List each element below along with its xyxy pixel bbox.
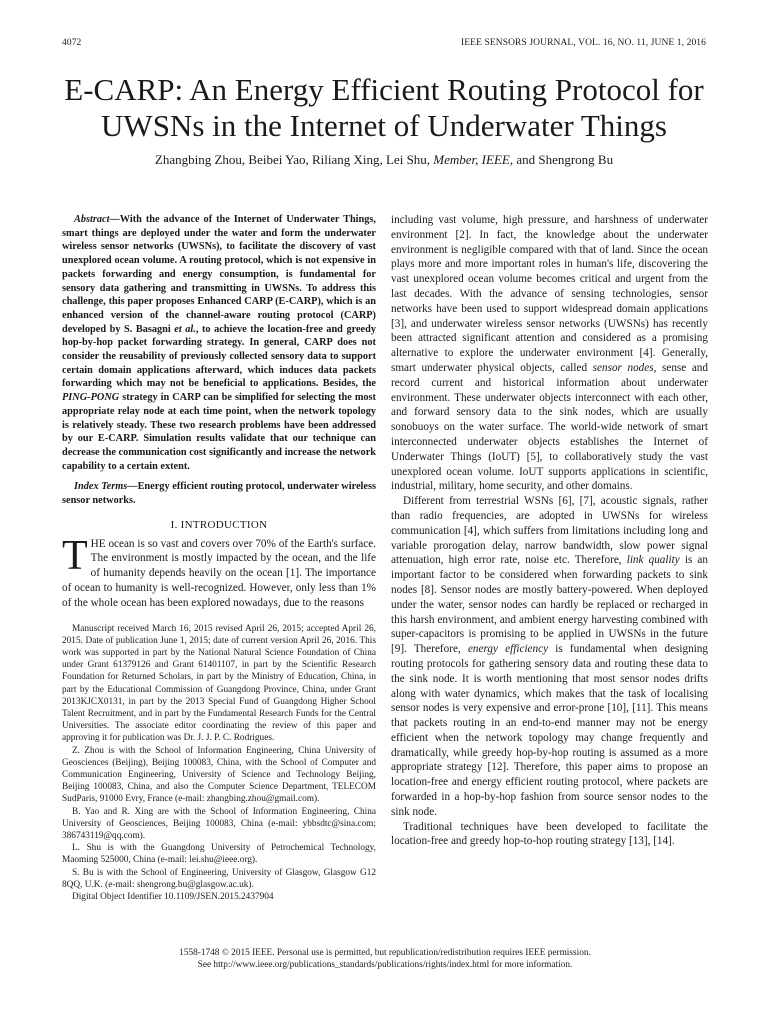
term-energy-efficiency: energy efficiency bbox=[467, 643, 549, 656]
copyright-footer bbox=[62, 947, 708, 971]
paragraph-2-text-c: is fundamental when designing routing protocols for gathering sensory data and routing these data to the sink node. It is worth mentioning that most sensor nodes drifts along with water dynamics, which makes that the task of localising sensor nodes is very expensive and error-prone [10], [11]. This means that packets routing in an end-to-end manner may not be energy efficient when the network topology may change frequently and dramatically, while greedy hop-by-hop routing is assumed as a more appropriate strategy [12]. Therefore, this paper aims to propose an location-free and energy efficient routing protocol, where packets are forwarded in a hop-by-hop fashion from source sensor nodes to the sink node. bbox=[391, 643, 708, 818]
paragraph-2-text-b: is an important factor to be considered when forwarding packets to sink nodes [8]. Sensor nodes are mostly battery-powered. When deployed under the water, sensor nodes can hardly be replaced or recharged in this harsh environment, and ambient energy harvesting combined with super-capacitors is promising to be applied in UWSNs in the future [9]. Therefore, bbox=[391, 554, 708, 656]
page-number: 4072 bbox=[62, 38, 82, 48]
paragraph-1-text-a: including vast volume, high pressure, and harshness of underwater environment [2]. In fact, the knowledge about the underwater environment is negligible compared with that of land. Since the ocean plays more and more important roles in human's life, discovering the vast unexplored ocean volume becomes critical and urgent from the last decades. With the advance of sensing technologies, sensor networks have been used to support widespread domain applications [3], and underwater wireless sensor networks (UWSNs) has recently been attracted significant attention and considered as a promising alternative to explore the underwater environment [4]. Generally, smart underwater physical objects, called bbox=[391, 214, 708, 374]
title-line-1: E-CARP: An Energy Efficient Routing Protocol for bbox=[64, 72, 704, 107]
abstract-text-b: , to achieve the location-free and greedy hop-by-hop packet forwarding strategy. In general, CARP does not consider the reusability of previously collected sensory data to support certain domain applications afterward, which induces data packets forwarding which may not be beneficial to applications. Besides, the bbox=[62, 323, 376, 390]
abstract-text-a: With the advance of the Internet of Underwater Things, smart things are deployed under the water and form the underwater wireless sensor networks (UWSNs), to facilitate the discovery of vast unexplored ocean volume. A routing protocol, which is not expensive in packets forwarding and energy consumption, is fundamental for sensory data gathering and transmitting in UWSNs. To address this challenge, this paper proposes Enhanced CARP (E-CARP), which is an enhanced version of the channel-aware routing protocol (CARP) developed by S. Basagni bbox=[62, 214, 376, 335]
copyright-line: 1558-1748 © 2015 IEEE. Personal use is permitted, but republication/redistribution requires IEEE permission. bbox=[179, 948, 591, 958]
journal-header: IEEE SENSORS JOURNAL, VOL. 16, NO. 11, JUNE 1, 2016 bbox=[461, 38, 706, 48]
paragraph-2-text-a: Different from terrestrial WSNs [6], [7], acoustic signals, rather than radio frequencies, are adopted in UWSNs for wireless communication [4], which suffers from limitations including long and variable prorogation delay, narrow bandwidth, slow power signal attenuation, high error rate, noise etc. Therefore, bbox=[391, 495, 708, 567]
paper-title bbox=[40, 72, 728, 144]
abstract-ping-pong: PING-PONG bbox=[62, 392, 120, 404]
paragraph-continuation bbox=[391, 213, 708, 494]
title-line-2: UWSNs in the Internet of Underwater Things bbox=[101, 108, 667, 143]
footnotes bbox=[62, 623, 376, 904]
footnote-shu: L. Shu is with the Guangdong University of Petrochemical Technology, Maoming 525000, China (e-mail: lei.shu@ieee.org). bbox=[62, 843, 376, 866]
author-list bbox=[40, 152, 728, 168]
footnote-bu: S. Bu is with the School of Engineering, University of Glasgow, Glasgow G12 8QQ, U.K. (e-mail: shengrong.bu@glasgow.ac.uk). bbox=[62, 867, 376, 890]
term-link-quality: link quality bbox=[626, 554, 680, 567]
author-last: and Shengrong Bu bbox=[516, 152, 614, 167]
permissions-url: See http://www.ieee.org/publications_standards/publications/rights/index.html for more information. bbox=[197, 960, 573, 970]
paragraph-traditional: Traditional techniques have been developed to facilitate the location-free and greedy hop-to-hop routing strategy [13], [14]. bbox=[391, 820, 708, 848]
index-terms-label: Index Terms— bbox=[74, 481, 138, 493]
right-column bbox=[391, 213, 708, 849]
section-heading-introduction: I. INTRODUCTION bbox=[170, 518, 268, 531]
introduction-paragraph bbox=[62, 532, 376, 611]
drop-cap: T bbox=[62, 532, 88, 579]
footnote-manuscript: Manuscript received March 16, 2015 revised April 26, 2015; accepted April 26, 2015. Date of publication June 1, 2015; date of current version April 26, 2016. This work was supported in part by the National Natural Science Foundation of China under Grant 61379126 and Grant 61401107, in part by the Scientific Research Foundation for Returned Scholars, in part by the Ministry of Education, China, in part by the Educational Commission of Guangdong Province, China, under Grant 2013KJCX0131, in part by the 2013 Special Fund of Guangdong Higher School Talent Recruitment, and in part by the Fundamental Research Funds for the Central Universities. The associate editor coordinating the review of this paper and approving it for publication was Dr. J. J. P. C. Rodrigues. bbox=[62, 623, 376, 744]
abstract-text-c: strategy in CARP can be simplified for selecting the most appropriate relay node at each time point, when the network topology is relatively steady. These two research problems have been addressed by our E-CARP. Simulation results validate that our technique can decrease the communication cost significantly and increase the network capability to a certain extent. bbox=[62, 392, 376, 472]
introduction-text: HE ocean is so vast and covers over 70% of the Earth's surface. The environment is mostly impacted by the ocean, and the life of humanity depends heavily on the ocean [1]. The importance of ocean to humanity is well-recognized. However, only less than 1% of the whole ocean has been explored nowadays, due to the reasons bbox=[62, 537, 376, 609]
paragraph-acoustic bbox=[391, 494, 708, 820]
footnote-yao-xing: B. Yao and R. Xing are with the School of Information Engineering, China University of Geosciences, Beijing 100083, China (e-mail: ybbsdtc@sina.com; 386743119@qq.com). bbox=[62, 806, 376, 841]
author-names: Zhangbing Zhou, Beibei Yao, Riliang Xing, Lei Shu, bbox=[154, 152, 431, 167]
footnote-doi: Digital Object Identifier 10.1109/JSEN.2015.2437904 bbox=[72, 892, 274, 903]
index-terms bbox=[62, 480, 376, 507]
index-terms-text: Energy efficient routing protocol, underwater wireless sensor networks. bbox=[62, 481, 377, 507]
paragraph-1-text-b: , sense and record current and historical information about underwater environment. These underwater objects interconnect with each other, and forward sensory data to the sink nodes, which are usually sonobuoys on the water surface. The world-wide network of smart interconnected underwater objects establishes the Internet of Underwater Things (IoUT) [5], to collaboratively study the vast unexplored ocean volume. IoUT supports applications in scientific, industrial, military, home security, and other domains. bbox=[391, 361, 708, 493]
abstract-label: Abstract— bbox=[74, 214, 120, 225]
left-column bbox=[62, 213, 376, 903]
footnote-zhou: Z. Zhou is with the School of Information Engineering, China University of Geosciences (Beijing), Beijing 100083, China, with the School of Computer and Communication Engineering, University of Science and Technology Beijing, Beijing 100083, China, and also the Computer Science Department, TELECOM SudParis, 91000 Evry, France (e-mail: zhangbing.zhou@gmail.com). bbox=[62, 745, 376, 805]
term-sensor-nodes: sensor nodes bbox=[592, 361, 654, 374]
author-membership: Member, IEEE, bbox=[433, 152, 514, 167]
abstract bbox=[62, 213, 376, 473]
abstract-et-al: et al. bbox=[174, 323, 196, 335]
